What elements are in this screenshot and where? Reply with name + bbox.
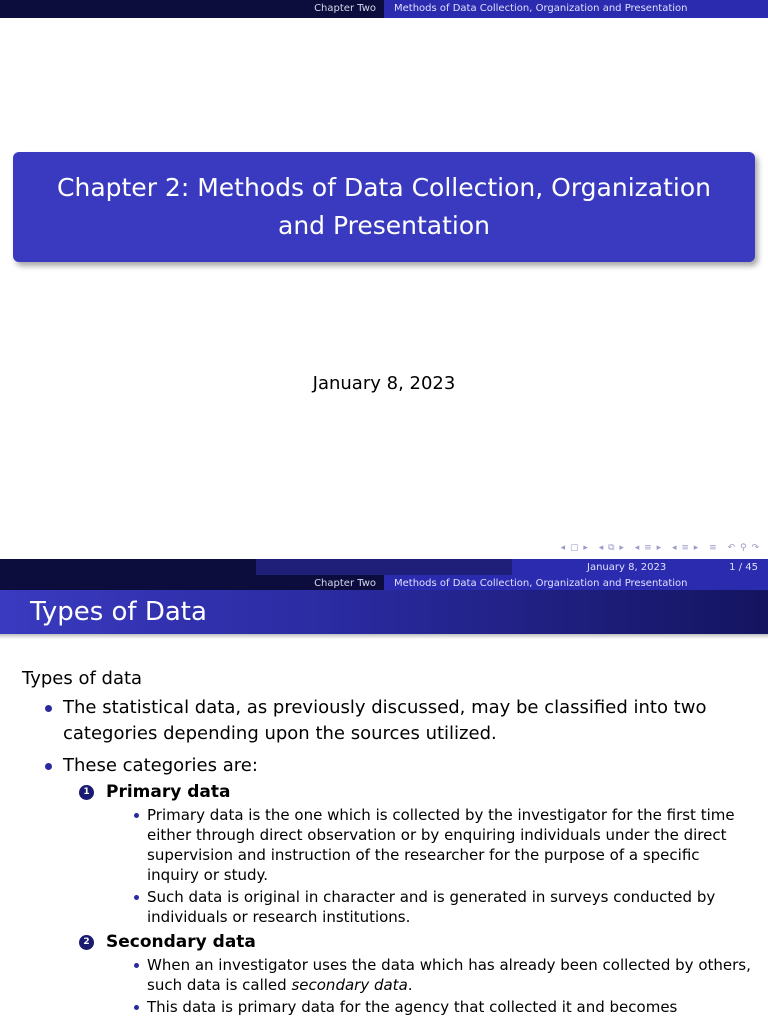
- nav-search-icon[interactable]: ↶ ⚲ ↷: [727, 543, 760, 553]
- header-strip-top: [0, 0, 768, 18]
- header-subsection[interactable]: Methods of Data Collection, Organization and Presentation: [384, 575, 768, 593]
- nav-document-icon[interactable]: ◂ ≡ ▸: [671, 543, 700, 553]
- bullet-list: [22, 695, 752, 1017]
- sub-bullet-text-end: .: [407, 976, 413, 994]
- beamer-navigation[interactable]: [555, 543, 760, 553]
- bullet-text: These categories are:: [63, 755, 258, 776]
- frame-title: Types of Data: [0, 590, 768, 634]
- enum-label: Secondary data: [106, 932, 256, 952]
- nav-frame-icon[interactable]: ◂ ▢ ▸: [560, 543, 589, 553]
- page-title: Chapter 2: Methods of Data Collection, Organization and Presentation: [57, 173, 711, 240]
- footer-page-number: 1 / 45: [729, 561, 758, 573]
- footer-middle: [256, 559, 512, 575]
- lead-text: Types of data: [22, 668, 143, 689]
- header-section[interactable]: Chapter Two: [0, 575, 384, 593]
- title-date: January 8, 2023: [312, 373, 456, 394]
- footer-left: [0, 559, 256, 575]
- title-slide-box: [13, 152, 755, 262]
- sub-bullet-text: When an investigator uses the data which has already been collected by others, such data is called: [147, 956, 751, 994]
- sub-bullet-item: [106, 955, 752, 995]
- slide-content: [22, 668, 752, 1023]
- sub-bullet-item: Primary data is the one which is collected by the investigator for the first time either through direct observation or by enquiring individuals under the direct supervision and instruction of the researcher for the purpose of a specific inquiry or study.: [106, 805, 752, 885]
- nav-toc-icon[interactable]: ≡: [709, 543, 718, 553]
- nav-subsection-icon[interactable]: ◂ ⧉ ▸: [598, 543, 625, 553]
- frame-title-shadow: [0, 634, 768, 639]
- enum-item-secondary: [63, 931, 752, 1017]
- footer-bar: [0, 559, 768, 575]
- footer-date: January 8, 2023: [587, 561, 667, 573]
- emphasis-term: secondary data: [291, 976, 408, 994]
- sub-bullet-item: Such data is original in character and is generated in surveys conducted by individuals or research institutions.: [106, 887, 752, 927]
- enum-number-badge: 1: [79, 785, 94, 800]
- sub-bullet-item: This data is primary data for the agency that collected it and becomes: [106, 997, 752, 1017]
- enum-number-badge: 2: [79, 935, 94, 950]
- nav-section-icon[interactable]: ◂ ≡ ▸: [634, 543, 663, 553]
- enumerated-list: [63, 781, 752, 1017]
- enum-item-primary: [63, 781, 752, 927]
- header-subsection[interactable]: Methods of Data Collection, Organization and Presentation: [384, 0, 768, 18]
- header-section[interactable]: Chapter Two: [0, 0, 384, 18]
- bullet-item: [22, 753, 752, 1017]
- sub-bullet-list: [106, 955, 752, 1017]
- footer-right: [512, 559, 768, 575]
- bullet-item: The statistical data, as previously discussed, may be classified into two categories depending upon the sources utilized.: [22, 695, 752, 747]
- sub-bullet-list: [106, 805, 752, 927]
- enum-label: Primary data: [106, 782, 231, 802]
